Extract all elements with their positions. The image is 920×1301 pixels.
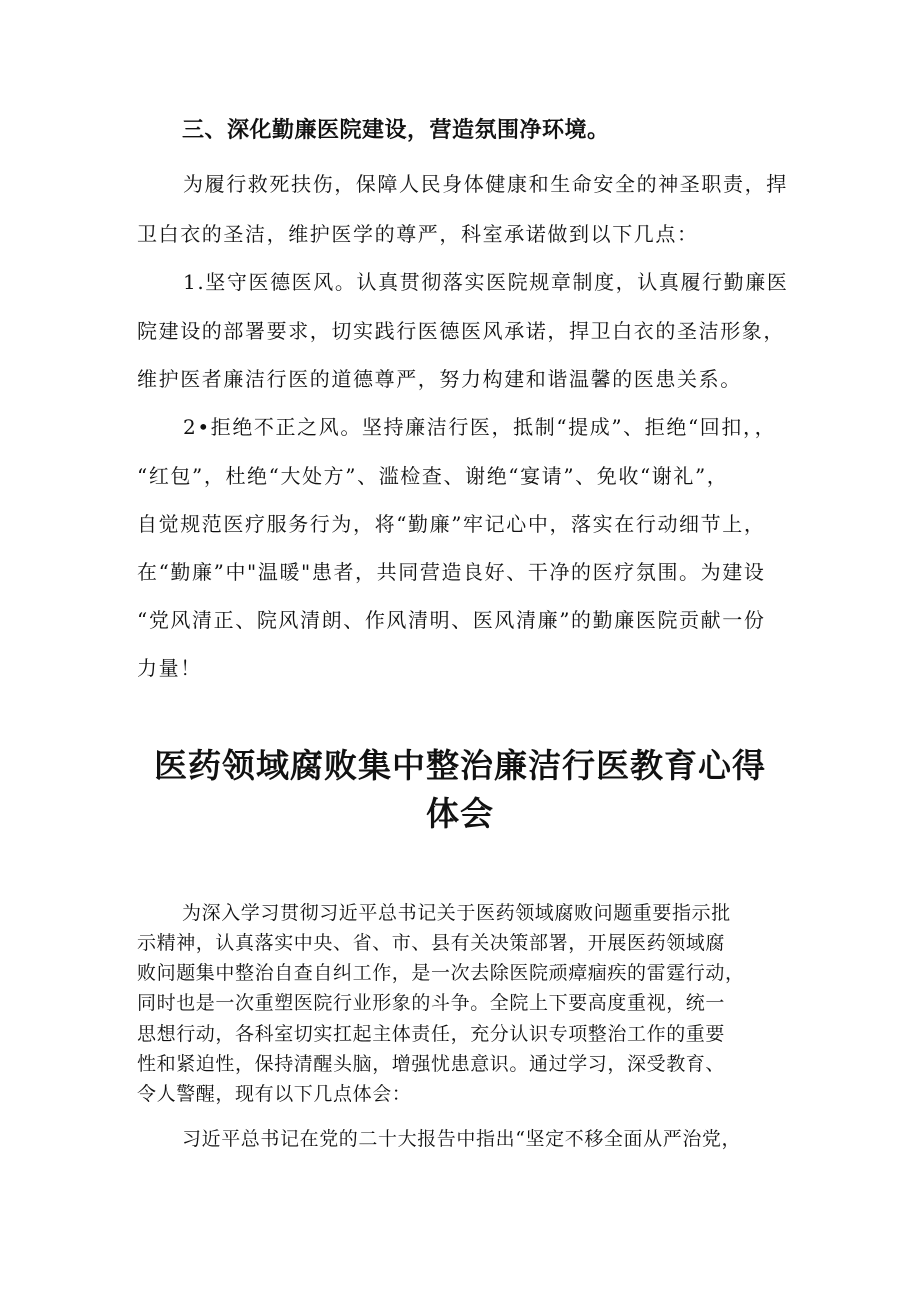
paragraph-line: 败问题集中整治自查自纠工作，是一次去除医院顽瘴痼疾的雷霆行动， bbox=[137, 962, 745, 984]
paragraph-line: 令人警醒，现有以下几点体会： bbox=[137, 1083, 412, 1105]
paragraph-line: 力量！ bbox=[137, 656, 202, 680]
paragraph-line: 维护医者廉洁行医的道德尊严，努力构建和谐温馨的医患关系。 bbox=[137, 367, 742, 391]
paragraph-line: “红包”，杜绝“大处方”、滥检查、谢绝“宴请”、免收“谢礼”， bbox=[137, 464, 729, 488]
article-title-continued: 体会 bbox=[426, 794, 494, 833]
paragraph-line: 2•拒绝不正之风。坚持廉洁行医，抵制“提成”、拒绝“回扣，， bbox=[183, 415, 777, 439]
paragraph-line: 卫白衣的圣洁，维护医学的尊严，科室承诺做到以下几点： bbox=[137, 222, 699, 246]
paragraph-line: 习近平总书记在党的二十大报告中指出“坚定不移全面从严治党， bbox=[182, 1128, 742, 1150]
paragraph-line: 自觉规范医疗服务行为，将“勤廉”牢记心中，落实在行动细节上， bbox=[137, 512, 766, 536]
paragraph-line: 性和紧迫性，保持清醒头脑，增强忧患意识。通过学习，深受教育、 bbox=[137, 1053, 726, 1075]
article-title: 医药领域腐败集中整治廉洁行医教育心得 bbox=[154, 746, 766, 785]
paragraph-line: 在“勤廉”中"温暖"患者，共同营造良好、干净的医疗氛围。为建设 bbox=[137, 560, 766, 584]
paragraph-line: 院建设的部署要求，切实践行医德医风承诺，捍卫白衣的圣洁形象， bbox=[137, 319, 785, 343]
paragraph-line: 示精神，认真落实中央、省、市、县有关决策部署，开展医药领域腐 bbox=[137, 932, 726, 954]
paragraph-line: 同时也是一次重塑医院行业形象的斗争。全院上下要高度重视，统一 bbox=[137, 992, 726, 1014]
paragraph-line: 思想行动，各科室切实扛起主体责任，充分认识专项整治工作的重要 bbox=[137, 1023, 726, 1045]
paragraph-line: 为深入学习贯彻习近平总书记关于医药领域腐败问题重要指示批 bbox=[182, 902, 731, 924]
paragraph-line: “党风清正、院风清朗、作风清明、医风清廉”的勤廉医院贡献一份 bbox=[137, 608, 766, 632]
section-heading: 三、深化勤廉医院建设，营造氛围净环境。 bbox=[182, 117, 610, 143]
paragraph-line: 1.坚守医德医风。认真贯彻落实医院规章制度，认真履行勤廉医 bbox=[183, 270, 789, 294]
paragraph-line: 为履行救死扶伤，保障人民身体健康和生命安全的神圣职责，捍 bbox=[183, 172, 788, 196]
